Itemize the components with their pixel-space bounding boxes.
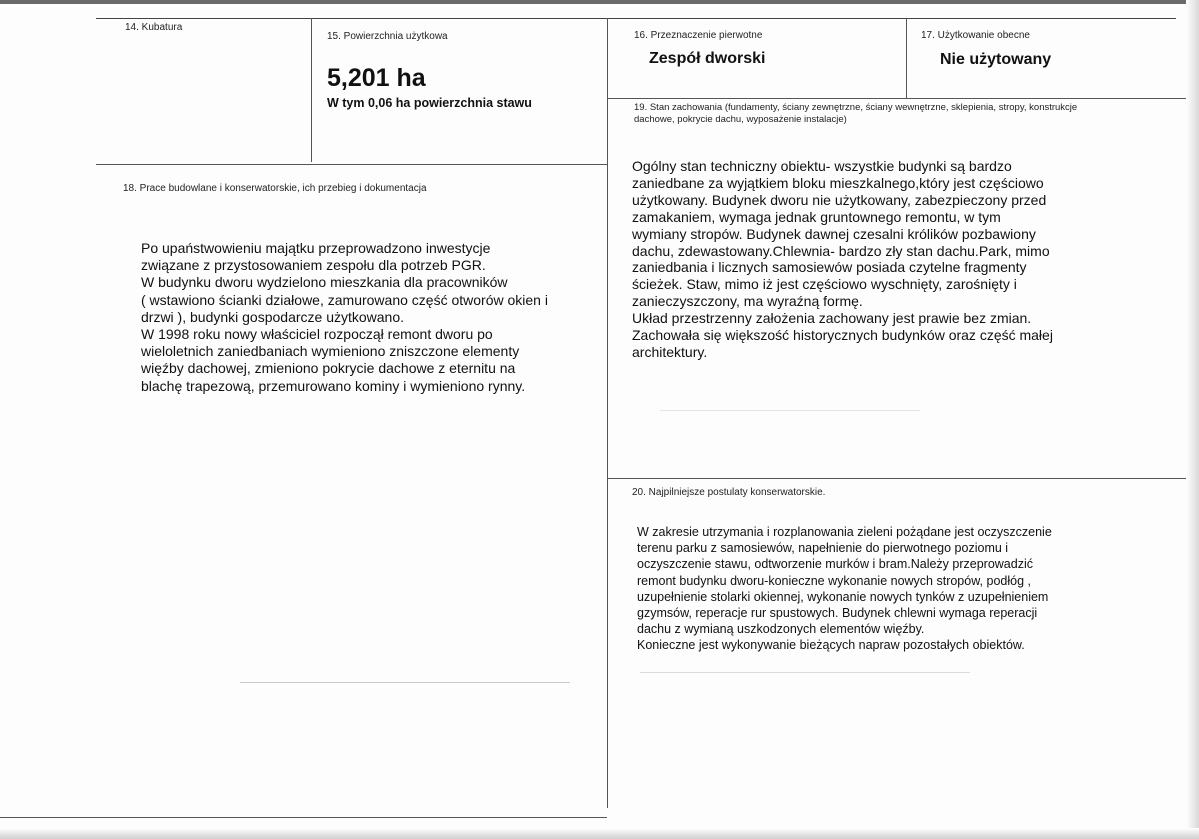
field-14-label: 14. Kubatura xyxy=(125,22,183,33)
field-19-line: wymiany stropów. Budynek dawnej czesalni królików pozbawiony xyxy=(632,225,1036,242)
scan-artifact xyxy=(640,672,970,673)
field-15-note: W tym 0,06 ha powierzchnia stawu xyxy=(327,96,532,110)
field-20-line: remont budynku dworu-konieczne wykonanie nowych stropów, podłóg , xyxy=(637,573,1031,588)
field-19-line: ścieżek. Staw, mimo iż jest częściowo wyschnięty, zarośnięty i xyxy=(632,276,1017,293)
bottom-divider-left xyxy=(0,817,607,818)
field-20-text xyxy=(637,524,1052,654)
row-divider-left xyxy=(96,164,607,165)
field-19-line: zamakaniem, wymaga jednak gruntownego remontu, w tym xyxy=(632,208,1001,225)
field-20-line: uzupełnienie stolarki okiennej, wykonanie nowych tynków z uzupełnieniem xyxy=(637,589,1049,604)
field-20-line: W zakresie utrzymania i rozplanowania zieleni pożądane jest oczyszczenie xyxy=(637,525,1052,539)
field-19-line: dachu, zdewastowany.Chlewnia- bardzo zły stan dachu.Park, mimo xyxy=(632,242,1050,259)
field-18-line: więźby dachowej, zmieniono pokrycie dachowe z eternitu na xyxy=(141,360,516,377)
field-18-line: Po upaństwowieniu majątku przeprowadzono inwestycje xyxy=(141,240,491,256)
field-18-line: wieloletnich zaniedbaniach wymieniono zniszczone elementy xyxy=(141,343,520,360)
field-18-label: 18. Prace budowlane i konserwatorskie, ich przebieg i dokumentacja xyxy=(123,183,427,194)
field-19-line: Zachowała się większość historycznych budynków oraz część małej xyxy=(632,327,1053,344)
divider-14-15 xyxy=(311,18,312,162)
divider-16-17 xyxy=(906,18,907,98)
field-20-line: oczyszczenie stawu, odtworzenie murków i bram.Należy przeprowadzić xyxy=(637,557,1033,572)
center-divider xyxy=(607,18,608,808)
field-15-value: 5,201 ha xyxy=(327,64,426,92)
field-20-line: Konieczne jest wykonywanie bieżących napraw pozostałych obiektów. xyxy=(637,638,1025,653)
row-divider-16-19 xyxy=(607,98,1186,99)
field-18-line: W budynku dworu wydzielono mieszkania dla pracowników xyxy=(141,274,508,291)
field-17-value: Nie użytowany xyxy=(940,51,1052,68)
field-20-line: terenu parku z samosiewów, napełnienie do pierwotnego poziomu i xyxy=(637,541,1009,556)
field-20-label: 20. Najpilniejsze postulaty konserwatorskie. xyxy=(632,487,826,498)
field-19-line: Ogólny stan techniczny obiektu- wszystkie budynki są bardzo xyxy=(632,158,1012,174)
field-19-line: użytkowany. Budynek dworu nie użytkowany, zabezpieczony przed xyxy=(632,191,1047,208)
field-19-label: 19. Stan zachowania (fundamenty, ściany zewnętrzne, ściany wewnętrzne, sklepienia, stropy, konstrukcje dachowe, pokrycie dachu, wyposażenie instalacje) xyxy=(634,102,1078,125)
field-15-label: 15. Powierzchnia użytkowa xyxy=(327,31,448,42)
field-16-value: Zespół dworski xyxy=(649,50,766,67)
field-19-line: zaniedbania i licznych samosiewów posiada czytelne fragmenty xyxy=(632,259,1027,276)
field-17-label: 17. Użytkowanie obecne xyxy=(921,30,1030,41)
scan-bottom-edge xyxy=(0,828,1199,839)
field-19-line: zaniedbane za wyjątkiem bloku mieszkalnego,który jest częściowo xyxy=(632,174,1044,191)
field-18-line: związane z przystosowaniem zespołu dla potrzeb PGR. xyxy=(141,257,486,274)
field-20-line: gzymsów, reperacje rur spustowych. Budynek chlewni wymaga reperacji xyxy=(637,606,1038,621)
scan-top-edge xyxy=(0,0,1199,4)
scan-right-edge xyxy=(1186,0,1199,839)
field-18-line: blachę trapezową, przemurowano kominy i wymieniono rynny. xyxy=(141,377,526,394)
field-18-line: W 1998 roku nowy właściciel rozpoczął remont dworu po xyxy=(141,326,493,343)
field-19-text xyxy=(632,158,1053,361)
field-20-line: dachu z wymianą uszkodzonych elementów więźby. xyxy=(637,622,925,637)
field-18-line: ( wstawiono ścianki działowe, zamurowano część otworów okien i xyxy=(141,291,548,308)
field-18-text xyxy=(141,240,548,395)
top-border-line xyxy=(96,18,1176,19)
scan-artifact xyxy=(240,682,570,683)
field-19-line: Układ przestrzenny założenia zachowany jest prawie bez zmian. xyxy=(632,310,1032,327)
scan-artifact xyxy=(660,410,920,411)
row-divider-19-20 xyxy=(607,478,1186,479)
field-18-line: drzwi ), budynki gospodarcze użytkowano. xyxy=(141,308,405,325)
field-19-line: zanieczyszczony, ma wyraźną formę. xyxy=(632,293,863,310)
field-19-line: architektury. xyxy=(632,343,708,360)
field-16-label: 16. Przeznaczenie pierwotne xyxy=(634,30,763,41)
